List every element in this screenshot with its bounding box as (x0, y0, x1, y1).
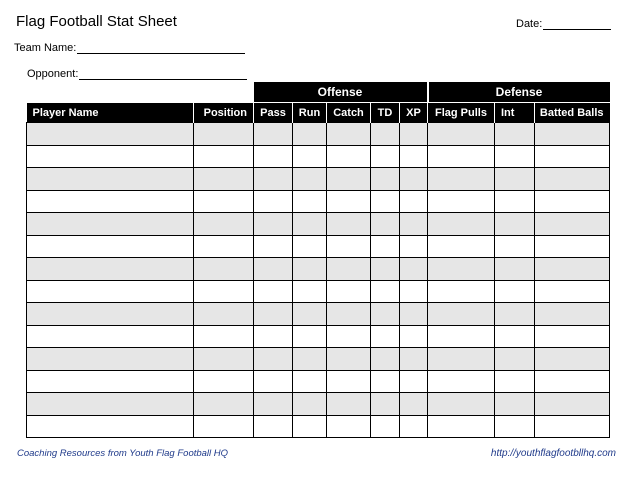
stat-cell[interactable] (27, 370, 194, 393)
stat-cell[interactable] (371, 303, 400, 326)
stat-cell[interactable] (254, 303, 293, 326)
col-int: Int (495, 103, 535, 123)
table-row (27, 303, 610, 326)
offense-group-header: Offense (254, 82, 428, 103)
stat-cell[interactable] (495, 348, 535, 371)
stat-cell[interactable] (293, 123, 327, 146)
column-header-row (27, 103, 610, 123)
stat-cell[interactable] (194, 303, 254, 326)
col-flag-pulls: Flag Pulls (428, 103, 495, 123)
stat-cell[interactable] (371, 235, 400, 258)
stat-cell[interactable] (371, 370, 400, 393)
stat-cell[interactable] (495, 168, 535, 191)
stat-cell[interactable] (495, 258, 535, 281)
stat-cell[interactable] (400, 280, 428, 303)
stat-cell[interactable] (327, 190, 371, 213)
stat-cell[interactable] (293, 235, 327, 258)
footer-url-link[interactable]: http://youthflagfootbllhq.com (490, 448, 616, 459)
stat-cell[interactable] (428, 123, 495, 146)
date-label: Date: (516, 18, 543, 30)
stat-cell[interactable] (371, 190, 400, 213)
stat-cell[interactable] (371, 213, 400, 236)
stat-cell[interactable] (535, 123, 610, 146)
stat-cell[interactable] (27, 303, 194, 326)
stat-cell[interactable] (495, 190, 535, 213)
stat-cell[interactable] (293, 258, 327, 281)
stat-cell[interactable] (293, 145, 327, 168)
opponent-input-line[interactable] (79, 67, 247, 80)
stat-cell[interactable] (327, 280, 371, 303)
table-body (27, 123, 610, 438)
stat-cell[interactable] (535, 325, 610, 348)
stat-cell[interactable] (254, 393, 293, 416)
footer-credit: Coaching Resources from Youth Flag Football HQ (17, 448, 229, 459)
stat-cell[interactable] (535, 348, 610, 371)
table-row (27, 235, 610, 258)
stat-cell[interactable] (428, 190, 495, 213)
stat-cell[interactable] (327, 303, 371, 326)
stat-cell[interactable] (428, 325, 495, 348)
stat-cell[interactable] (327, 348, 371, 371)
table-row (27, 280, 610, 303)
stat-cell[interactable] (27, 280, 194, 303)
col-batted-balls: Batted Balls (535, 103, 610, 123)
stat-cell[interactable] (371, 258, 400, 281)
stat-cell[interactable] (400, 145, 428, 168)
stat-cell[interactable] (428, 415, 495, 438)
table-row (27, 393, 610, 416)
stat-cell[interactable] (327, 235, 371, 258)
stat-cell[interactable] (371, 280, 400, 303)
group-header-row (27, 82, 610, 103)
stat-cell[interactable] (371, 325, 400, 348)
stat-cell[interactable] (194, 370, 254, 393)
defense-group-header: Defense (428, 82, 610, 103)
stat-cell[interactable] (400, 258, 428, 281)
stat-cell[interactable] (495, 235, 535, 258)
stat-cell[interactable] (194, 393, 254, 416)
stat-cell[interactable] (371, 168, 400, 191)
table-row (27, 258, 610, 281)
stat-cell[interactable] (428, 145, 495, 168)
stat-cell[interactable] (254, 168, 293, 191)
col-pass: Pass (254, 103, 293, 123)
stat-cell[interactable] (535, 370, 610, 393)
stat-cell[interactable] (327, 168, 371, 191)
stat-cell[interactable] (27, 213, 194, 236)
team-name-input-line[interactable] (77, 41, 245, 54)
stat-cell[interactable] (194, 145, 254, 168)
stat-cell[interactable] (27, 123, 194, 146)
stat-cell[interactable] (254, 235, 293, 258)
table-row (27, 348, 610, 371)
stat-cell[interactable] (535, 213, 610, 236)
date-input-line[interactable] (543, 17, 611, 30)
col-xp: XP (400, 103, 428, 123)
table-row (27, 123, 610, 146)
stat-cell[interactable] (194, 235, 254, 258)
stat-cell[interactable] (428, 235, 495, 258)
stat-cell[interactable] (400, 348, 428, 371)
stat-cell[interactable] (495, 303, 535, 326)
stat-cell[interactable] (535, 258, 610, 281)
stat-cell[interactable] (400, 370, 428, 393)
stat-cell[interactable] (400, 393, 428, 416)
stat-cell[interactable] (495, 213, 535, 236)
stat-cell[interactable] (27, 325, 194, 348)
stat-cell[interactable] (495, 370, 535, 393)
stat-cell[interactable] (400, 235, 428, 258)
col-player-name: Player Name (27, 103, 194, 123)
stat-cell[interactable] (254, 370, 293, 393)
stat-cell[interactable] (371, 123, 400, 146)
sheet-title: Flag Football Stat Sheet (16, 13, 177, 30)
stat-cell[interactable] (27, 258, 194, 281)
stat-cell[interactable] (495, 415, 535, 438)
stat-cell[interactable] (194, 325, 254, 348)
stat-cell[interactable] (428, 280, 495, 303)
table-row (27, 370, 610, 393)
stat-cell[interactable] (371, 145, 400, 168)
stat-cell[interactable] (428, 303, 495, 326)
stat-cell[interactable] (293, 168, 327, 191)
stat-cell[interactable] (254, 213, 293, 236)
stat-cell[interactable] (327, 393, 371, 416)
table-row (27, 168, 610, 191)
stat-cell[interactable] (428, 370, 495, 393)
stat-cell[interactable] (428, 258, 495, 281)
stat-cell[interactable] (327, 370, 371, 393)
stat-cell[interactable] (428, 213, 495, 236)
stat-cell[interactable] (254, 190, 293, 213)
opponent-label: Opponent: (27, 68, 79, 80)
stat-cell[interactable] (293, 190, 327, 213)
stat-cell[interactable] (535, 168, 610, 191)
stat-cell[interactable] (293, 303, 327, 326)
col-position: Position (194, 103, 254, 123)
stat-cell[interactable] (327, 415, 371, 438)
stat-cell[interactable] (194, 415, 254, 438)
stat-cell[interactable] (400, 325, 428, 348)
stat-cell[interactable] (495, 123, 535, 146)
team-name-label: Team Name: (14, 42, 77, 54)
stat-cell[interactable] (371, 348, 400, 371)
stat-cell[interactable] (293, 415, 327, 438)
stat-cell[interactable] (400, 168, 428, 191)
stat-cell[interactable] (535, 393, 610, 416)
stat-cell[interactable] (254, 325, 293, 348)
table-row (27, 213, 610, 236)
stat-cell[interactable] (495, 393, 535, 416)
stat-cell[interactable] (27, 415, 194, 438)
stat-cell[interactable] (194, 190, 254, 213)
stat-cell[interactable] (400, 190, 428, 213)
stat-cell[interactable] (254, 348, 293, 371)
stat-cell[interactable] (495, 325, 535, 348)
stat-cell[interactable] (293, 393, 327, 416)
stat-cell[interactable] (293, 348, 327, 371)
stat-cell[interactable] (495, 145, 535, 168)
stat-cell[interactable] (194, 123, 254, 146)
stat-cell[interactable] (535, 145, 610, 168)
stat-cell[interactable] (194, 258, 254, 281)
stat-cell[interactable] (428, 348, 495, 371)
stat-table (26, 82, 610, 438)
table-row (27, 415, 610, 438)
stat-cell[interactable] (293, 370, 327, 393)
stat-cell[interactable] (400, 213, 428, 236)
stat-cell[interactable] (495, 280, 535, 303)
stat-cell[interactable] (293, 213, 327, 236)
table-row (27, 145, 610, 168)
stat-cell[interactable] (254, 123, 293, 146)
stat-cell[interactable] (371, 393, 400, 416)
stat-cell[interactable] (327, 145, 371, 168)
stat-cell[interactable] (535, 235, 610, 258)
stat-cell[interactable] (400, 415, 428, 438)
stat-cell[interactable] (27, 168, 194, 191)
stat-cell[interactable] (327, 123, 371, 146)
stat-cell[interactable] (293, 280, 327, 303)
stat-cell[interactable] (194, 280, 254, 303)
stat-cell[interactable] (194, 168, 254, 191)
stat-cell[interactable] (535, 190, 610, 213)
group-header-spacer (27, 82, 254, 103)
stat-cell[interactable] (428, 393, 495, 416)
stat-cell[interactable] (27, 393, 194, 416)
col-run: Run (293, 103, 327, 123)
table-row (27, 325, 610, 348)
stat-cell[interactable] (327, 258, 371, 281)
stat-cell[interactable] (27, 145, 194, 168)
stat-cell[interactable] (327, 213, 371, 236)
team-name-field[interactable] (14, 41, 245, 54)
stat-cell[interactable] (293, 325, 327, 348)
col-td: TD (371, 103, 400, 123)
col-catch: Catch (327, 103, 371, 123)
stat-cell[interactable] (254, 258, 293, 281)
stat-cell[interactable] (27, 235, 194, 258)
table-row (27, 190, 610, 213)
stat-cell[interactable] (535, 415, 610, 438)
stat-cell[interactable] (194, 348, 254, 371)
stat-cell[interactable] (400, 303, 428, 326)
stat-cell[interactable] (535, 280, 610, 303)
stat-cell[interactable] (27, 348, 194, 371)
stat-cell[interactable] (371, 415, 400, 438)
stat-cell[interactable] (27, 190, 194, 213)
stat-cell[interactable] (535, 303, 610, 326)
opponent-field[interactable] (27, 67, 247, 80)
stat-cell[interactable] (327, 325, 371, 348)
stat-cell[interactable] (254, 280, 293, 303)
stat-cell[interactable] (428, 168, 495, 191)
stat-cell[interactable] (254, 145, 293, 168)
date-field[interactable] (516, 17, 611, 30)
stat-cell[interactable] (194, 213, 254, 236)
stat-cell[interactable] (400, 123, 428, 146)
stat-cell[interactable] (254, 415, 293, 438)
